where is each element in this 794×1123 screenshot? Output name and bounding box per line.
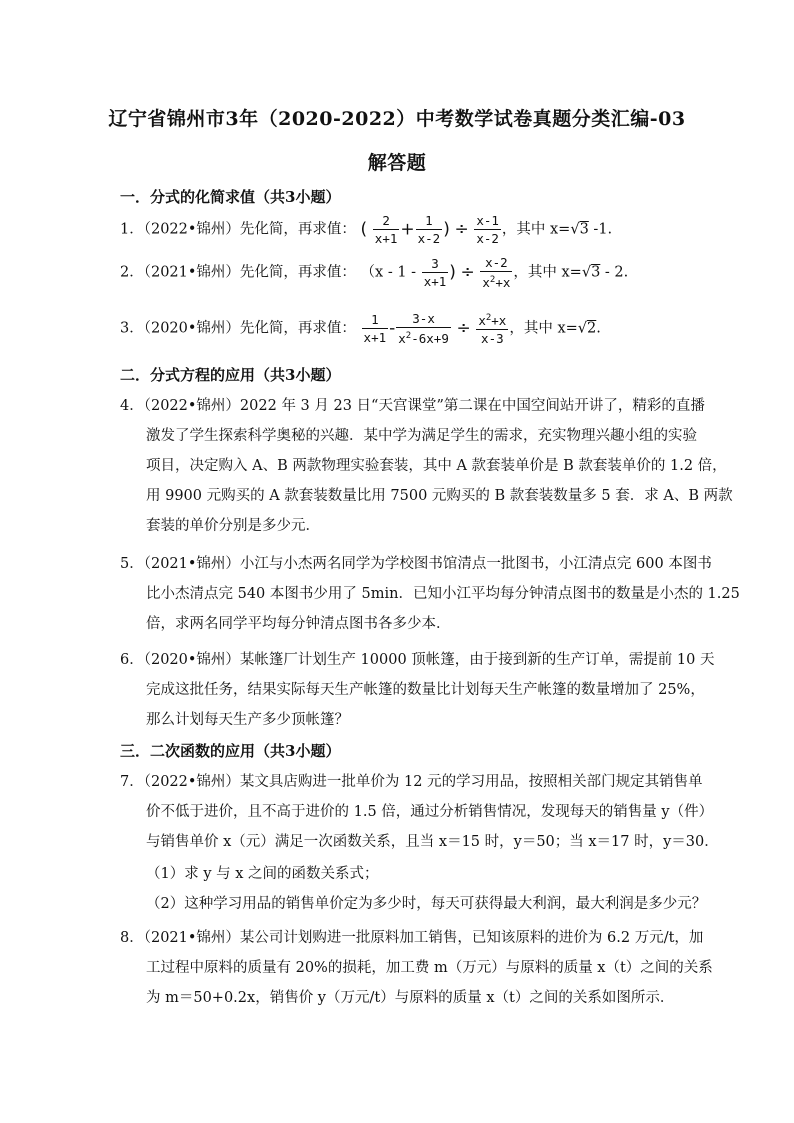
sqrt-value: 3 bbox=[591, 264, 601, 281]
divide-sign: ÷ bbox=[460, 262, 475, 283]
question-4-line: 用 9900 元购买的 A 款套装数量比用 7500 元购买的 B 款套装数量多 5 套．求 A、B 两款 bbox=[146, 488, 733, 504]
numerator: 3-x bbox=[396, 310, 451, 328]
sqrt-value: 3 bbox=[579, 221, 589, 238]
question-2-lead: 2．（2021•锦州）先化简，再求值： bbox=[120, 264, 356, 281]
question-2-tail-end: - 2. bbox=[600, 264, 629, 281]
question-7-part-1: （1）求 y 与 x 之间的函数关系式； bbox=[146, 866, 379, 882]
fraction bbox=[373, 212, 400, 247]
question-3-tail-end: . bbox=[596, 320, 601, 337]
question-4-line: 激发了学生探索科学奥秘的兴趣．某中学为满足学生的需求，充实物理兴趣小组的实验 bbox=[146, 428, 697, 444]
question-6-line: 那么计划每天生产多少顶帐篷？ bbox=[146, 712, 349, 728]
question-5-line: 倍，求两名同学平均每分钟清点图书各多少本． bbox=[146, 616, 451, 632]
question-4-line: 项目，决定购入 A、B 两款物理实验套装，其中 A 款套装单价是 B 款套装单价的 1.2 倍， bbox=[146, 458, 727, 474]
sqrt-value: 2 bbox=[587, 320, 597, 337]
fraction bbox=[476, 310, 508, 347]
denominator: x-2 bbox=[417, 231, 441, 246]
document-title: 辽宁省锦州市3年（2020-2022）中考数学试卷真题分类汇编-03 bbox=[108, 108, 686, 130]
question-1-tail: ，其中 x= bbox=[501, 221, 571, 238]
question-6-line: 6．（2020•锦州）某帐篷厂计划生产 10000 顶帐篷，由于接到新的生产订单，需提前 10 天 bbox=[120, 652, 715, 668]
question-7-line: 价不低于进价，且不高于进价的 1.5 倍，通过分析销售情况，发现每天的销售量 y（件） bbox=[146, 804, 714, 820]
minus-sign: - bbox=[389, 318, 396, 339]
question-5-line: 5．（2021•锦州）小江与小杰两名同学为学校图书馆清点一批图书，小江清点完 600 本图书 bbox=[120, 556, 712, 572]
denominator: $x^2+x$ bbox=[482, 275, 511, 291]
question-6-line: 完成这批任务，结果实际每天生产帐篷的数量比计划每天生产帐篷的数量增加了 25%， bbox=[146, 682, 705, 698]
question-3-tail: ，其中 x= bbox=[509, 320, 578, 337]
fraction bbox=[474, 212, 501, 247]
question-3-lead: 3．（2020•锦州）先化简，再求值： bbox=[120, 320, 356, 337]
question-1-lead: 1．（2022•锦州）先化简，再求值： bbox=[120, 221, 356, 238]
question-4-line: 套装的单价分别是多少元． bbox=[146, 518, 320, 534]
question-7-line: 7．（2022•锦州）某文具店购进一批单价为 12 元的学习用品，按照相关部门规定其销售单 bbox=[120, 774, 703, 790]
section-heading-1: 一．分式的化简求值（共3小题） bbox=[120, 188, 341, 206]
divide-sign: ÷ bbox=[454, 219, 469, 240]
question-1-tail-end: -1. bbox=[588, 221, 613, 238]
question-7-line: 与销售单价 x（元）满足一次函数关系，且当 x＝15 时，y＝50；当 x＝17 时，y＝30． bbox=[146, 834, 719, 850]
numerator: 3 bbox=[422, 255, 449, 273]
question-8-line: 工过程中原料的质量有 20%的损耗，加工费 m（万元）与原料的质量 x（t）之间的关系 bbox=[146, 960, 713, 976]
numerator: 2 bbox=[373, 212, 400, 230]
section-heading-2: 二．分式方程的应用（共3小题） bbox=[120, 366, 341, 384]
denominator: x-2 bbox=[476, 231, 499, 246]
question-1: 1．（2022•锦州）先化简，再求值： ( $\frac{2}{x+1}$ + $\frac{1}{x-2}$ ) ÷ $\frac{x-1}{x-2}$ ，其中 x=√3 -1. bbox=[120, 213, 613, 246]
question-4-line: 4．（2022•锦州）2022 年 3 月 23 日“天宫课堂”第二课在中国空间站开讲了，精彩的直播 bbox=[120, 398, 705, 414]
numerator: 1 bbox=[416, 212, 443, 230]
question-8-line: 8．（2021•锦州）某公司计划购进一批原料加工销售，已知该原料的进价为 6.2 万元/t，加 bbox=[120, 930, 704, 946]
plus-sign: + bbox=[400, 219, 415, 240]
close-paren: ) bbox=[443, 219, 450, 240]
divide-sign: ÷ bbox=[456, 318, 471, 339]
question-3: 3．（2020•锦州）先化简，再求值： $\frac{1}{x+1}$ - $\frac{3-x}{x^2-6x+9}$ ÷ $\frac{x^2+x}{x-3}$ ，其中 x=√2. bbox=[120, 311, 601, 347]
fraction bbox=[422, 255, 449, 290]
denominator: x+1 bbox=[363, 330, 387, 346]
question-2-tail: ，其中 x= bbox=[513, 264, 582, 281]
close-paren: ) bbox=[449, 262, 456, 283]
denominator: x+1 bbox=[423, 274, 447, 290]
fraction bbox=[416, 212, 443, 247]
numerator: x-1 bbox=[476, 213, 499, 228]
expression-part: （x - 1 - bbox=[360, 264, 421, 281]
denominator: x-3 bbox=[481, 331, 504, 347]
denominator: $x^2-6x+9$ bbox=[398, 331, 449, 347]
question-7-part-2: （2）这种学习用品的销售单价定为多少时，每天可获得最大利润，最大利润是多少元？ bbox=[146, 896, 707, 912]
numerator: 1 bbox=[362, 311, 389, 329]
open-paren: ( bbox=[360, 219, 368, 240]
denominator: x+1 bbox=[374, 231, 398, 246]
fraction bbox=[480, 254, 512, 291]
fraction bbox=[362, 311, 389, 346]
numerator: $x^2+x$ bbox=[476, 310, 508, 330]
question-2: 2．（2021•锦州）先化简，再求值： （x - 1 - $\frac{3}{x+1}$ ) ÷ $\frac{x-2}{x^2+x}$ ，其中 x=√3 - 2. bbox=[120, 255, 629, 291]
document-subtitle: 解答题 bbox=[367, 152, 427, 174]
numerator: x-2 bbox=[480, 254, 512, 272]
section-heading-3: 三．二次函数的应用（共3小题） bbox=[120, 742, 341, 760]
question-8-line: 为 m＝50+0.2x，销售价 y（万元/t）与原料的质量 x（t）之间的关系如图所示． bbox=[146, 990, 675, 1006]
fraction bbox=[396, 310, 451, 347]
question-5-line: 比小杰清点完 540 本图书少用了 5min．已知小江平均每分钟清点图书的数量是小杰的 1.25 bbox=[146, 586, 740, 602]
